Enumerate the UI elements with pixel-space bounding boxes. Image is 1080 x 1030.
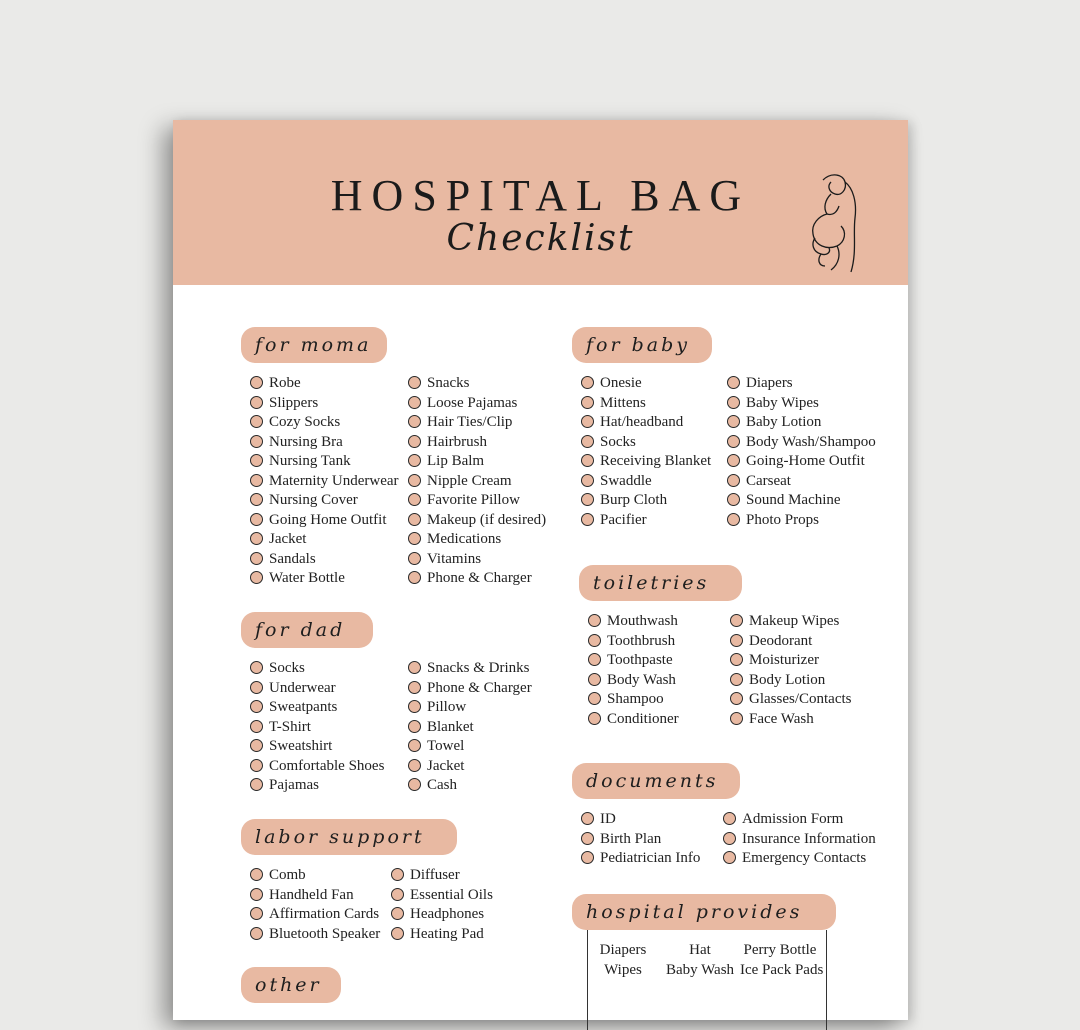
checklist-item-toiletries[interactable]: [588, 690, 664, 709]
checklist-item-moma[interactable]: [408, 491, 520, 510]
checklist-item-moma[interactable]: [250, 452, 351, 471]
section-label-toiletries: toiletries: [579, 565, 742, 601]
checklist-item-label: ID: [600, 811, 616, 827]
checklist-item-labor[interactable]: [391, 925, 484, 944]
checkbox-circle[interactable]: [581, 851, 594, 864]
checkbox-circle[interactable]: [581, 812, 594, 825]
checkbox-circle[interactable]: [391, 868, 404, 881]
checkbox-circle[interactable]: [408, 681, 421, 694]
section-label-moma: for moma: [241, 327, 387, 363]
checklist-item-documents[interactable]: [723, 810, 843, 829]
checklist-item-baby[interactable]: [727, 374, 793, 393]
checkbox-circle[interactable]: [408, 435, 421, 448]
checklist-item-label: Pillow: [427, 699, 467, 715]
checklist-item-label: Body Wash/Shampoo: [746, 434, 876, 450]
checklist-item-label: Handheld Fan: [269, 887, 354, 903]
checklist-item-label: Nursing Bra: [269, 434, 343, 450]
checklist-item-moma[interactable]: [408, 413, 512, 432]
checkbox-circle[interactable]: [408, 552, 421, 565]
checklist-item-moma[interactable]: [250, 394, 318, 413]
checklist-item-label: Going Home Outfit: [269, 512, 387, 528]
checklist-item-baby[interactable]: [581, 374, 642, 393]
checklist-item-labor[interactable]: [250, 866, 306, 885]
checklist-item-label: Sweatshirt: [269, 738, 333, 754]
checklist-item-dad[interactable]: [408, 659, 530, 678]
checklist-item-label: Deodorant: [749, 633, 813, 649]
checklist-item-moma[interactable]: [408, 433, 487, 452]
checkbox-circle[interactable]: [250, 552, 263, 565]
checklist-item-label: Towel: [427, 738, 465, 754]
checklist-item-label: Bluetooth Speaker: [269, 926, 381, 942]
checkbox-circle[interactable]: [588, 712, 601, 725]
checklist-item-label: Socks: [269, 660, 305, 676]
checkbox-circle[interactable]: [250, 571, 263, 584]
checkbox-circle[interactable]: [250, 759, 263, 772]
provides-item: Perry Bottle: [743, 942, 817, 958]
checklist-item-label: Medications: [427, 531, 502, 547]
checkbox-circle[interactable]: [391, 888, 404, 901]
checklist-item-documents[interactable]: [581, 810, 616, 829]
checkbox-circle[interactable]: [250, 907, 263, 920]
checkbox-circle[interactable]: [588, 692, 601, 705]
checkbox-circle[interactable]: [581, 513, 594, 526]
checklist-item-label: Toothbrush: [607, 633, 676, 649]
checklist-item-label: Mouthwash: [607, 613, 678, 629]
checkbox-circle[interactable]: [581, 832, 594, 845]
checkbox-circle[interactable]: [730, 673, 743, 686]
checklist-item-moma[interactable]: [250, 374, 301, 393]
checklist-item-dad[interactable]: [250, 698, 337, 717]
checklist-item-label: Sound Machine: [746, 492, 841, 508]
checklist-item-moma[interactable]: [408, 550, 481, 569]
checkbox-circle[interactable]: [727, 415, 740, 428]
checklist-item-label: Receiving Blanket: [600, 453, 712, 469]
checklist-item-label: Hat/headband: [600, 414, 684, 430]
provides-item: Wipes: [604, 962, 642, 978]
checklist-item-dad[interactable]: [408, 776, 457, 795]
checkbox-circle[interactable]: [250, 532, 263, 545]
checkbox-circle[interactable]: [730, 634, 743, 647]
checklist-item-documents[interactable]: [581, 830, 661, 849]
checklist-item-label: Lip Balm: [427, 453, 485, 469]
checkbox-circle[interactable]: [391, 927, 404, 940]
checkbox-circle[interactable]: [730, 692, 743, 705]
checklist-item-label: Admission Form: [742, 811, 844, 827]
page-title: HOSPITAL BAG: [330, 171, 751, 220]
checkbox-circle[interactable]: [408, 661, 421, 674]
checklist-item-label: Baby Lotion: [746, 414, 822, 430]
checklist-item-moma[interactable]: [408, 569, 532, 588]
checkbox-circle[interactable]: [727, 474, 740, 487]
checkbox-circle[interactable]: [581, 376, 594, 389]
checkbox-circle[interactable]: [723, 851, 736, 864]
checklist-item-moma[interactable]: [408, 511, 546, 530]
checklist-item-label: Onesie: [600, 375, 642, 391]
checklist-item-toiletries[interactable]: [588, 612, 678, 631]
checklist-item-label: Comfortable Shoes: [269, 758, 385, 774]
checklist-item-labor[interactable]: [391, 886, 493, 905]
checklist-item-label: Robe: [269, 375, 301, 391]
checklist-item-label: Cozy Socks: [269, 414, 341, 430]
checkbox-circle[interactable]: [250, 681, 263, 694]
checkbox-circle[interactable]: [408, 454, 421, 467]
section-label-documents: documents: [572, 763, 740, 799]
checklist-item-dad[interactable]: [250, 679, 336, 698]
checkbox-circle[interactable]: [250, 927, 263, 940]
checkbox-circle[interactable]: [581, 415, 594, 428]
checkbox-circle[interactable]: [730, 653, 743, 666]
checklist-item-label: Makeup (if desired): [427, 512, 547, 528]
checkbox-circle[interactable]: [727, 376, 740, 389]
checklist-item-label: Blanket: [427, 719, 474, 735]
checklist-item-label: Body Lotion: [749, 672, 826, 688]
checklist-item-label: Sandals: [269, 551, 316, 567]
header-banner: [173, 120, 908, 285]
checkbox-circle[interactable]: [250, 720, 263, 733]
checklist-item-moma[interactable]: [250, 569, 345, 588]
checkbox-circle[interactable]: [250, 513, 263, 526]
page-subtitle: Checklist: [446, 218, 635, 259]
checklist-item-label: Baby Wipes: [746, 395, 819, 411]
checklist-item-moma[interactable]: [250, 413, 340, 432]
checklist-item-toiletries[interactable]: [588, 632, 675, 651]
checklist-item-label: Going-Home Outfit: [746, 453, 865, 469]
checklist-item-baby[interactable]: [581, 472, 652, 491]
checklist-item-dad[interactable]: [250, 718, 311, 737]
checkbox-circle[interactable]: [581, 435, 594, 448]
checklist-item-label: Moisturizer: [749, 652, 819, 668]
checklist-item-labor[interactable]: [391, 866, 460, 885]
checklist-item-label: Makeup Wipes: [749, 613, 840, 629]
checklist-item-moma[interactable]: [250, 530, 306, 549]
checkbox-circle[interactable]: [581, 396, 594, 409]
checklist-item-labor[interactable]: [250, 886, 354, 905]
checklist-item-dad[interactable]: [250, 776, 319, 795]
checklist-item-label: Snacks & Drinks: [427, 660, 530, 676]
checklist-item-label: Snacks: [427, 375, 470, 391]
checkbox-circle[interactable]: [250, 778, 263, 791]
checklist-item-label: Body Wash: [607, 672, 676, 688]
checklist-item-baby[interactable]: [727, 413, 821, 432]
checkbox-circle[interactable]: [250, 868, 263, 881]
checkbox-circle[interactable]: [250, 415, 263, 428]
checklist-item-label: Jacket: [269, 531, 307, 547]
checklist-item-label: Phone & Charger: [427, 570, 532, 586]
checkbox-circle[interactable]: [581, 474, 594, 487]
checkbox-circle[interactable]: [727, 396, 740, 409]
section-label-hospital-provides: hospital provides: [572, 894, 836, 930]
section-label-baby: for baby: [572, 327, 712, 363]
checkbox-circle[interactable]: [730, 614, 743, 627]
checklist-item-label: Glasses/Contacts: [749, 691, 852, 707]
checklist-item-moma[interactable]: [408, 374, 470, 393]
checklist-item-dad[interactable]: [408, 737, 464, 756]
checkbox-circle[interactable]: [250, 888, 263, 901]
checkbox-circle[interactable]: [250, 396, 263, 409]
checklist-item-labor[interactable]: [250, 905, 379, 924]
checklist-item-baby[interactable]: [581, 491, 667, 510]
checkbox-circle[interactable]: [408, 759, 421, 772]
section-label-dad: for dad: [241, 612, 373, 648]
checklist-item-label: Carseat: [746, 473, 791, 489]
checkbox-circle[interactable]: [727, 493, 740, 506]
checklist-item-label: T-Shirt: [269, 719, 311, 735]
checkbox-circle[interactable]: [250, 435, 263, 448]
checklist-item-labor[interactable]: [391, 905, 484, 924]
checklist-item-moma[interactable]: [250, 550, 316, 569]
checklist-item-label: Socks: [600, 434, 636, 450]
checkbox-circle[interactable]: [408, 532, 421, 545]
checklist-item-toiletries[interactable]: [588, 671, 676, 690]
checklist-item-label: Pediatrician Info: [600, 850, 701, 866]
checklist-item-label: Affirmation Cards: [269, 906, 380, 922]
checklist-item-moma[interactable]: [408, 530, 501, 549]
checkbox-circle[interactable]: [408, 513, 421, 526]
checklist-item-label: Photo Props: [746, 512, 819, 528]
checklist-item-baby[interactable]: [727, 452, 865, 471]
checklist-item-dad[interactable]: [408, 698, 466, 717]
checklist-item-moma[interactable]: [250, 491, 358, 510]
checkbox-circle[interactable]: [408, 739, 421, 752]
checklist-item-toiletries[interactable]: [588, 651, 673, 670]
checkbox-circle[interactable]: [581, 454, 594, 467]
checklist-item-baby[interactable]: [727, 491, 841, 510]
checklist-item-baby[interactable]: [727, 472, 791, 491]
checkbox-circle[interactable]: [408, 493, 421, 506]
checklist-item-label: Pacifier: [600, 512, 647, 528]
section-label-other: other: [241, 967, 341, 1003]
checklist-item-toiletries[interactable]: [730, 612, 839, 631]
checklist-item-labor[interactable]: [250, 925, 380, 944]
checklist-item-label: Vitamins: [427, 551, 482, 567]
checkbox-circle[interactable]: [581, 493, 594, 506]
checkbox-circle[interactable]: [727, 513, 740, 526]
checklist-item-label: Diffuser: [410, 867, 460, 883]
checkbox-circle[interactable]: [391, 907, 404, 920]
provides-item: Diapers: [599, 942, 647, 958]
checklist-item-label: Cash: [427, 777, 457, 793]
checkbox-circle[interactable]: [408, 474, 421, 487]
checkbox-circle[interactable]: [588, 653, 601, 666]
checklist-item-label: Favorite Pillow: [427, 492, 520, 508]
checkbox-circle[interactable]: [250, 493, 263, 506]
checklist-item-label: Insurance Information: [742, 831, 876, 847]
checkbox-circle[interactable]: [408, 376, 421, 389]
checklist-item-label: Burp Cloth: [600, 492, 668, 508]
checklist-item-label: Shampoo: [607, 691, 664, 707]
checklist-item-label: Comb: [269, 867, 306, 883]
checkbox-circle[interactable]: [408, 700, 421, 713]
provides-item: Baby Wash: [665, 962, 735, 978]
checklist-item-baby[interactable]: [727, 433, 876, 452]
checklist-item-moma[interactable]: [250, 433, 343, 452]
checkbox-circle[interactable]: [588, 634, 601, 647]
checklist-item-documents[interactable]: [723, 830, 876, 849]
checkbox-circle[interactable]: [250, 661, 263, 674]
checkbox-circle[interactable]: [408, 778, 421, 791]
checklist-item-label: Essential Oils: [410, 887, 493, 903]
checklist-item-label: Nursing Tank: [269, 453, 351, 469]
checklist-item-label: Loose Pajamas: [427, 395, 518, 411]
checklist-item-moma[interactable]: [408, 452, 484, 471]
section-label-labor-support: labor support: [241, 819, 457, 855]
checkbox-circle[interactable]: [408, 720, 421, 733]
checkbox-circle[interactable]: [727, 435, 740, 448]
checklist-item-baby[interactable]: [581, 394, 646, 413]
checklist-item-label: Birth Plan: [600, 831, 662, 847]
checklist-item-label: Conditioner: [607, 711, 679, 727]
checklist-item-dad[interactable]: [250, 737, 332, 756]
checklist-item-moma[interactable]: [250, 472, 399, 491]
checkbox-circle[interactable]: [588, 614, 601, 627]
checkbox-circle[interactable]: [588, 673, 601, 686]
checklist-item-toiletries[interactable]: [730, 690, 852, 709]
checklist-item-documents[interactable]: [723, 849, 866, 868]
checklist-item-dad[interactable]: [408, 757, 464, 776]
checkbox-circle[interactable]: [727, 454, 740, 467]
checkbox-circle[interactable]: [730, 712, 743, 725]
checklist-item-label: Toothpaste: [607, 652, 673, 668]
checklist-item-label: Hair Ties/Clip: [427, 414, 513, 430]
checkbox-circle[interactable]: [250, 474, 263, 487]
checkbox-circle[interactable]: [250, 739, 263, 752]
checklist-item-label: Pajamas: [269, 777, 319, 793]
checklist-item-label: Nursing Cover: [269, 492, 358, 508]
checkbox-circle[interactable]: [250, 700, 263, 713]
checkbox-circle[interactable]: [723, 812, 736, 825]
checkbox-circle[interactable]: [408, 396, 421, 409]
checklist-item-moma[interactable]: [408, 394, 517, 413]
checklist-item-toiletries[interactable]: [730, 632, 812, 651]
checklist-item-toiletries[interactable]: [730, 710, 814, 729]
checklist-item-label: Underwear: [269, 680, 336, 696]
checklist-item-documents[interactable]: [581, 849, 700, 868]
checklist-item-label: Phone & Charger: [427, 680, 532, 696]
checklist-item-label: Hairbrush: [427, 434, 487, 450]
checkbox-circle[interactable]: [408, 415, 421, 428]
checklist-item-baby[interactable]: [727, 511, 819, 530]
checklist-item-baby[interactable]: [581, 413, 683, 432]
checklist-item-label: Diapers: [746, 375, 793, 391]
checklist-item-label: Headphones: [410, 906, 485, 922]
checkbox-circle[interactable]: [408, 571, 421, 584]
checklist-item-label: Emergency Contacts: [742, 850, 867, 866]
checklist-item-toiletries[interactable]: [730, 651, 819, 670]
provides-item: Hat: [689, 942, 711, 958]
checklist-item-dad[interactable]: [408, 718, 474, 737]
checklist-item-toiletries[interactable]: [730, 671, 825, 690]
checklist-item-label: Nipple Cream: [427, 473, 512, 489]
checkbox-circle[interactable]: [723, 832, 736, 845]
checkbox-circle[interactable]: [250, 376, 263, 389]
provides-item: Ice Pack Pads: [740, 962, 824, 978]
checklist-item-label: Heating Pad: [410, 926, 484, 942]
checklist-item-dad[interactable]: [250, 659, 305, 678]
checklist-item-moma[interactable]: [250, 511, 387, 530]
checklist-item-label: Sweatpants: [269, 699, 338, 715]
checklist-item-dad[interactable]: [250, 757, 384, 776]
checklist-item-label: Face Wash: [749, 711, 814, 727]
checklist-item-label: Slippers: [269, 395, 319, 411]
checklist-item-baby[interactable]: [727, 394, 819, 413]
pregnant-mother-line-art-icon: [801, 172, 867, 276]
checklist-item-baby[interactable]: [581, 433, 636, 452]
checklist-item-toiletries[interactable]: [588, 710, 679, 729]
checkbox-circle[interactable]: [250, 454, 263, 467]
checklist-item-label: Mittens: [600, 395, 646, 411]
checklist-item-label: Maternity Underwear: [269, 473, 399, 489]
checklist-item-moma[interactable]: [408, 472, 512, 491]
checklist-item-baby[interactable]: [581, 452, 711, 471]
checklist-item-dad[interactable]: [408, 679, 532, 698]
checklist-item-baby[interactable]: [581, 511, 647, 530]
checklist-item-label: Jacket: [427, 758, 465, 774]
checklist-item-label: Swaddle: [600, 473, 652, 489]
checklist-item-label: Water Bottle: [269, 570, 345, 586]
